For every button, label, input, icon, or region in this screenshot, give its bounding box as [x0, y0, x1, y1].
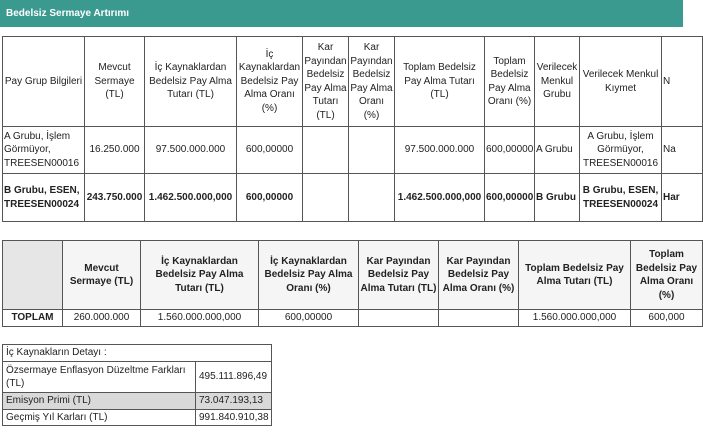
header-toplam-tutar: Toplam Bedelsiz Pay Alma Tutarı (TL) [519, 241, 631, 310]
header-menkul-grubu: Verilecek Menkul Grubu [535, 37, 580, 127]
cell-menkul-grubu: B Grubu [535, 174, 580, 222]
table-row [3, 127, 703, 174]
list-item [3, 393, 272, 410]
capital-increase-table [2, 36, 703, 222]
cell-truncated: Na [662, 127, 703, 174]
detail-value: 495.111.896,49 [196, 362, 272, 393]
header-ic-kaynak-oran: İç Kaynaklardan Bedelsiz Pay Alma Oranı (%) [259, 241, 359, 310]
cell-toplam-tutar: 97.500.000.000 [395, 127, 485, 174]
cell-ic-kaynak-tutar: 1.462.500.000,000 [145, 174, 237, 222]
header-kar-payi-oran: Kar Payından Bedelsiz Pay Alma Oranı (%) [439, 241, 519, 310]
cell-toplam-oran: 600,00000 [485, 174, 535, 222]
totals-table [2, 240, 703, 327]
cell-mevcut-sermaye: 260.000.000 [63, 310, 141, 327]
list-item [3, 409, 272, 426]
cell-kar-payi-tutar [303, 174, 349, 222]
header-kar-payi-oran: Kar Payından Bedelsiz Pay Alma Oranı (%) [349, 37, 395, 127]
cell-kar-payi-oran [439, 310, 519, 327]
cell-menkul-kiymet: B Grubu, ESEN, TREESEN00024 [580, 174, 662, 222]
cell-pay-grup: A Grubu, İşlem Görmüyor, TREESEN00016 [3, 127, 85, 174]
header-pay-grup: Pay Grup Bilgileri [3, 37, 85, 127]
header-menkul-kiymet: Verilecek Menkul Kıymet [580, 37, 662, 127]
cell-kar-payi-tutar [303, 127, 349, 174]
header-kar-payi-tutar: Kar Payından Bedelsiz Pay Alma Tutarı (TL) [359, 241, 439, 310]
cell-toplam-oran: 600,00000 [485, 127, 535, 174]
header-ic-kaynak-oran: İç Kaynaklardan Bedelsiz Pay Alma Oranı (%) [237, 37, 303, 127]
cell-mevcut-sermaye: 16.250.000 [85, 127, 145, 174]
cell-menkul-grubu: A Grubu [535, 127, 580, 174]
cell-ic-kaynak-tutar: 1.560.000.000,000 [141, 310, 259, 327]
header-blank [3, 241, 63, 310]
cell-mevcut-sermaye: 243.750.000 [85, 174, 145, 222]
detail-label: Emisyon Primi (TL) [3, 393, 196, 410]
header-mevcut-sermaye: Mevcut Sermaye (TL) [63, 241, 141, 310]
detail-value: 991.840.910,38 [196, 409, 272, 426]
list-item [3, 362, 272, 393]
detail-label: Geçmiş Yıl Karları (TL) [3, 409, 196, 426]
cell-toplam-label: TOPLAM [3, 310, 63, 327]
header-ic-kaynak-tutar: İç Kaynaklardan Bedelsiz Pay Alma Tutarı (TL) [145, 37, 237, 127]
header-truncated: N [662, 37, 703, 127]
cell-truncated: Har [662, 174, 703, 222]
cell-ic-kaynak-oran: 600,00000 [237, 174, 303, 222]
cell-kar-payi-tutar [359, 310, 439, 327]
cell-ic-kaynak-oran: 600,00000 [237, 127, 303, 174]
cell-toplam-oran: 600,000 [631, 310, 703, 327]
header-ic-kaynak-tutar: İç Kaynaklardan Bedelsiz Pay Alma Tutarı (TL) [141, 241, 259, 310]
cell-kar-payi-oran [349, 127, 395, 174]
cell-menkul-kiymet: A Grubu, İşlem Görmüyor, TREESEN00016 [580, 127, 662, 174]
detail-label: Özsermaye Enflasyon Düzeltme Farkları (TL) [3, 362, 196, 393]
cell-ic-kaynak-oran: 600,00000 [259, 310, 359, 327]
cell-kar-payi-oran [349, 174, 395, 222]
header-toplam-tutar: Toplam Bedelsiz Pay Alma Tutarı (TL) [395, 37, 485, 127]
header-mevcut-sermaye: Mevcut Sermaye (TL) [85, 37, 145, 127]
cell-toplam-tutar: 1.560.000.000,000 [519, 310, 631, 327]
cell-pay-grup: B Grubu, ESEN, TREESEN00024 [3, 174, 85, 222]
cell-ic-kaynak-tutar: 97.500.000.000 [145, 127, 237, 174]
details-title: İç Kaynakların Detayı : [3, 345, 272, 362]
totals-row [3, 310, 703, 327]
header-toplam-oran: Toplam Bedelsiz Pay Alma Oranı (%) [631, 241, 703, 310]
section-title: Bedelsiz Sermaye Artırımı [0, 0, 683, 27]
cell-toplam-tutar: 1.462.500.000,000 [395, 174, 485, 222]
detail-value: 73.047.193,13 [196, 393, 272, 410]
header-kar-payi-tutar: Kar Payından Bedelsiz Pay Alma Tutarı (TL) [303, 37, 349, 127]
header-toplam-oran: Toplam Bedelsiz Pay Alma Oranı (%) [485, 37, 535, 127]
table-row [3, 174, 703, 222]
internal-sources-table [2, 344, 272, 426]
